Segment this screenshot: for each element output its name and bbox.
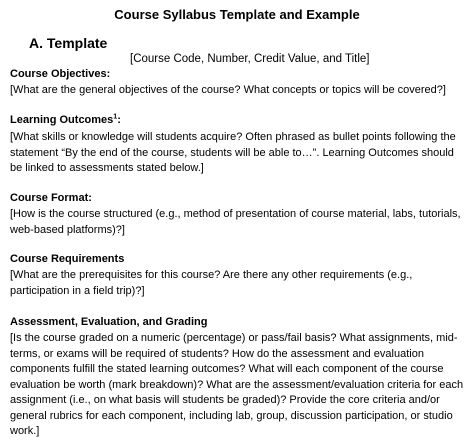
outcomes-heading (10, 113, 121, 128)
document-title: Course Syllabus Template and Example (114, 7, 360, 22)
requirements-body: [What are the prerequisites for this course? Are there any other requirements (e.g., participation in a field trip)?] (10, 269, 413, 297)
objectives-body: [What are the general objectives of the course? What concepts or topics will be covered?] (10, 84, 446, 96)
outcomes-body: [What skills or knowledge will students acquire? Often phrased as bullet points following the statement “By the end of the course, students will be able to…”. Learning Outcomes should be linked to assessments stated below.] (10, 131, 456, 174)
assessment-body: [Is the course graded on a numeric (percentage) or pass/fail basis? What assignments, mid-terms, or exams will be required of students? How do the assessment and evaluation components fulfill the stated learning outcomes? What will each component of the course evaluation be worth (mark breakdown)? What are the assessment/evaluation criteria for each assignment (i.e., on what basis will students be graded)? Provide the core criteria and/or general rubrics for each component, including lab, group, discussion participation, or studio work.] (10, 332, 464, 437)
assessment-heading: Assessment, Evaluation, and Grading (10, 316, 208, 328)
section-a-heading: A. Template (29, 35, 108, 51)
outcomes-heading-colon: : (117, 114, 121, 126)
footnote-marker: 1 (113, 113, 118, 121)
outcomes-heading-text: Learning Outcomes (10, 114, 114, 126)
format-body: [How is the course structured (e.g., method of presentation of course material, labs, tutorials, web-based platforms)?] (10, 208, 461, 236)
objectives-heading: Course Objectives: (10, 68, 111, 80)
course-title-placeholder: [Course Code, Number, Credit Value, and Title] (130, 53, 370, 65)
format-heading: Course Format: (10, 192, 92, 204)
requirements-heading: Course Requirements (10, 253, 125, 265)
